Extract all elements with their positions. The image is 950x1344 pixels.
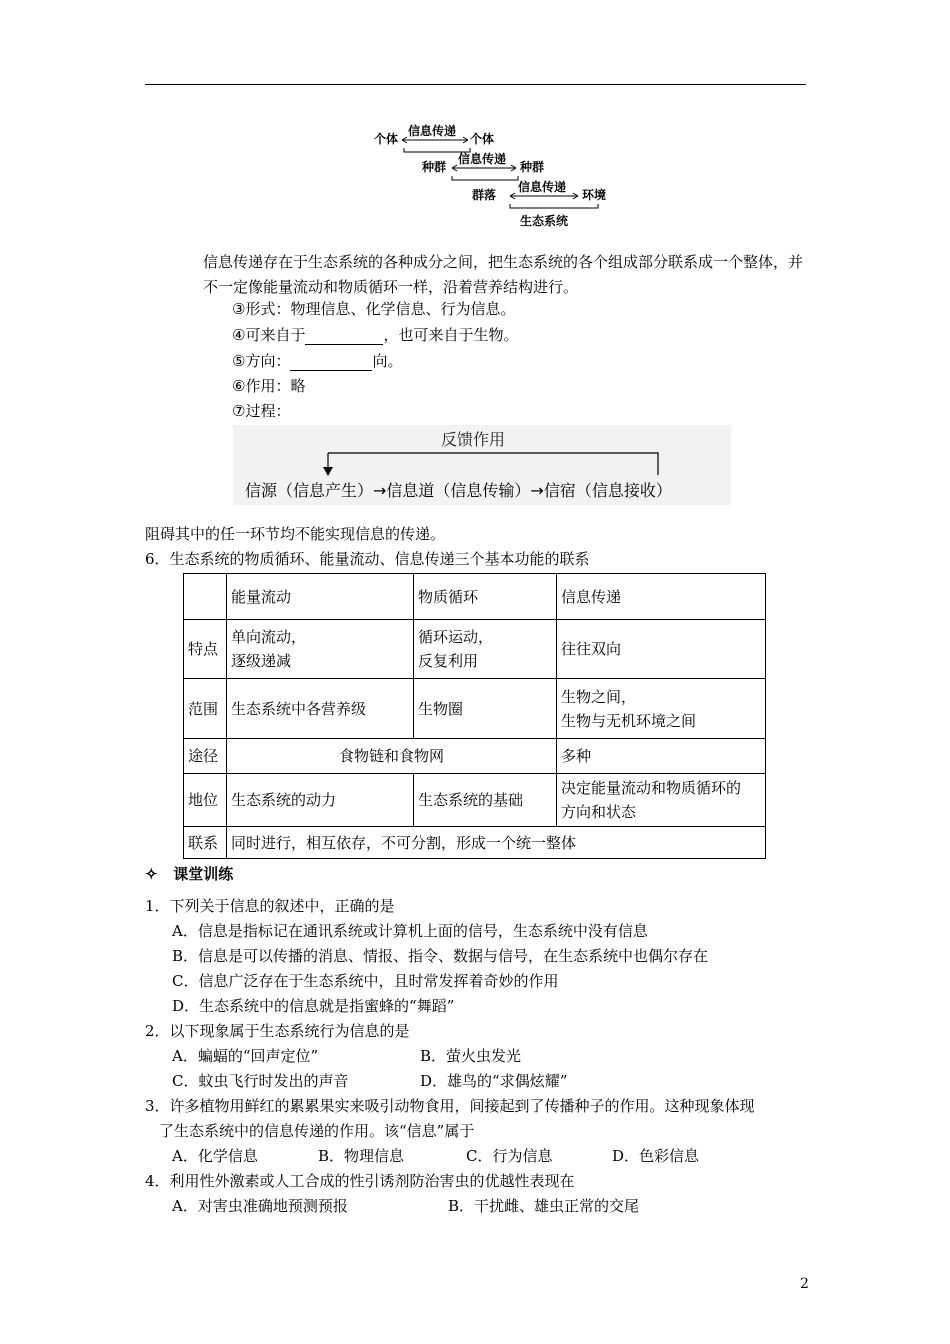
page-number: 2 [800, 1276, 809, 1292]
table-row [184, 774, 766, 827]
question-4-option-b[interactable]: B．干扰雌、雄虫正常的交尾 [448, 1197, 640, 1215]
table-row [184, 620, 766, 679]
point-direction [232, 350, 402, 371]
table-cell: 生态系统的基础 [414, 774, 557, 827]
table-row [184, 827, 766, 859]
row-label: 联系 [184, 827, 227, 859]
question-4-stem: 4．利用性外激素或人工合成的性引诱剂防治害虫的优越性表现在 [145, 1172, 575, 1190]
question-3-stem: 3．许多植物用鲜红的累累果实来吸引动物食用，间接起到了传播种子的作用。这种现象体现 [145, 1097, 755, 1115]
table-cell: 决定能量流动和物质循环的 方向和状态 [557, 774, 766, 827]
diagram-arrow-label-3: 信息传递 [518, 180, 567, 194]
table-header-row [184, 574, 766, 620]
section6-title: 6．生态系统的物质循环、能量流动、信息传递三个基本功能的联系 [145, 550, 590, 568]
section-heading [145, 862, 233, 887]
table-header-energy: 能量流动 [227, 574, 414, 620]
question-3-option-a[interactable]: A．化学信息 [172, 1147, 258, 1165]
source-blank[interactable] [305, 326, 383, 345]
diagram-arrow-label-1: 信息传递 [408, 124, 457, 138]
question-3-stem-cont: 了生态系统中的信息传递的作用。该“信息”属于 [159, 1122, 475, 1140]
feedback-label: 反馈作用 [441, 430, 506, 449]
table-cell: 生态系统中各营养级 [227, 679, 414, 739]
row-label: 特点 [184, 620, 227, 679]
question-2-option-b[interactable]: B．萤火虫发光 [420, 1047, 522, 1065]
question-1-option-a[interactable]: A．信息是指标记在通讯系统或计算机上面的信号，生态系统中没有信息 [172, 922, 648, 940]
row-label: 途径 [184, 739, 227, 774]
comparison-table [183, 573, 766, 859]
diagram-community: 群落 [472, 188, 497, 202]
question-2-option-a[interactable]: A．蝙蝠的“回声定位” [172, 1047, 319, 1065]
table-cell [184, 574, 227, 620]
table-cell: 循环运动， 反复利用 [414, 620, 557, 679]
after-process-text: 阻碍其中的任一环节均不能实现信息的传递。 [145, 525, 446, 543]
diagram-individual-right: 个体 [470, 132, 495, 146]
question-1-option-d[interactable]: D．生态系统中的信息就是指蜜蜂的“舞蹈” [172, 997, 455, 1015]
table-cell: 多种 [557, 739, 766, 774]
point-form: ③形式：物理信息、化学信息、行为信息。 [232, 300, 516, 318]
diagram-population-left: 种群 [422, 160, 447, 174]
table-cell: 同时进行，相互依存，不可分割，形成一个统一整体 [227, 827, 766, 859]
question-1-option-b[interactable]: B．信息是可以传播的消息、情报、指令、数据与信号，在生态系统中也偶尔存在 [172, 947, 709, 965]
point-direction-pre: ⑤方向： [232, 352, 291, 370]
table-row [184, 679, 766, 739]
process-diagram-lines [233, 425, 731, 505]
header-rule [145, 84, 806, 85]
point-role: ⑥作用：略 [232, 377, 306, 395]
point-source-pre: ④可来自于 [232, 326, 306, 344]
process-chain: 信源（信息产生）→信息道（信息传输）→信宿（信息接收） [245, 481, 672, 500]
table-cell: 食物链和食物网 [227, 739, 557, 774]
question-3-option-d[interactable]: D．色彩信息 [612, 1147, 700, 1165]
direction-blank[interactable] [290, 352, 372, 371]
table-row [184, 739, 766, 774]
intro-paragraph: 信息传递存在于生态系统的各种成分之间，把生态系统的各个组成部分联系成一个整体，并不一定像能量流动和物质循环一样，沿着营养结构进行。 [203, 253, 804, 296]
question-4-option-a[interactable]: A．对害虫准确地预测预报 [172, 1197, 348, 1215]
question-2-option-d[interactable]: D．雄鸟的“求偶炫耀” [420, 1072, 568, 1090]
question-1-stem: 1．下列关于信息的叙述中，正确的是 [145, 897, 395, 915]
table-cell: 生物之间， 生物与无机环境之间 [557, 679, 766, 739]
section-heading-text: 课堂训练 [173, 865, 234, 883]
table-header-info: 信息传递 [557, 574, 766, 620]
point-process: ⑦过程： [232, 402, 291, 420]
diagram-population-right: 种群 [520, 160, 545, 174]
table-header-matter: 物质循环 [414, 574, 557, 620]
diagram-ecosystem: 生态系统 [520, 214, 569, 228]
question-2-stem: 2．以下现象属于生态系统行为信息的是 [145, 1022, 410, 1040]
point-source [232, 324, 518, 345]
diagram-individual-left: 个体 [374, 132, 399, 146]
question-3-option-b[interactable]: B．物理信息 [318, 1147, 405, 1165]
point-direction-post: 向。 [372, 352, 403, 370]
question-2-option-c[interactable]: C．蚊虫飞行时发出的声音 [172, 1072, 349, 1090]
diamond-icon: ✧ [145, 865, 158, 883]
hierarchy-diagram [360, 118, 620, 233]
table-cell: 往往双向 [557, 620, 766, 679]
point-source-post: ，也可来自于生物。 [383, 326, 519, 344]
diagram-arrow-label-2: 信息传递 [458, 152, 507, 166]
table-cell: 生态系统的动力 [227, 774, 414, 827]
row-label: 地位 [184, 774, 227, 827]
question-1-option-c[interactable]: C．信息广泛存在于生态系统中，且时常发挥着奇妙的作用 [172, 972, 559, 990]
question-3-option-c[interactable]: C．行为信息 [466, 1147, 553, 1165]
row-label: 范围 [184, 679, 227, 739]
table-cell: 单向流动， 逐级递减 [227, 620, 414, 679]
table-cell: 生物圈 [414, 679, 557, 739]
diagram-environment: 环境 [582, 188, 607, 202]
